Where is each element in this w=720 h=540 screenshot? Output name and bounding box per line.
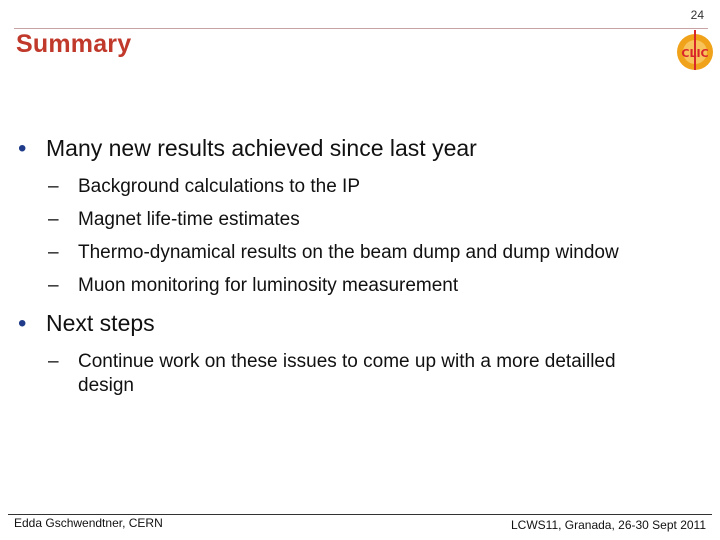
dash-icon: – [48, 242, 59, 263]
footer-event: LCWS11, Granada, 26-30 Sept 2011 [510, 518, 706, 532]
clic-logo-icon [674, 28, 716, 72]
header-divider [14, 28, 708, 29]
sub-bullet-item [46, 274, 668, 298]
footer-divider [8, 514, 712, 515]
dash-icon: – [48, 176, 59, 197]
sub-bullet-item [46, 241, 668, 265]
sub-bullet-text: Muon monitoring for luminosity measurement [78, 275, 459, 296]
bullet-item [18, 135, 668, 163]
sub-bullet-list [46, 350, 668, 398]
sub-bullet-list [46, 175, 668, 298]
sub-bullet-item [46, 208, 668, 232]
bullet-dot-icon: • [18, 310, 27, 337]
page-number: 24 [690, 8, 704, 22]
sub-bullet-text: Continue work on these issues to come up with a more detailled design [78, 351, 616, 396]
dash-icon: – [48, 209, 59, 230]
footer-author: Edda Gschwendtner, CERN [14, 516, 163, 530]
bullet-item [18, 310, 668, 338]
slide-title: Summary [16, 30, 132, 58]
sub-bullet-text: Magnet life-time estimates [78, 209, 300, 230]
bullet-text: Next steps [46, 310, 155, 336]
bullet-list [18, 135, 668, 407]
bullet-text: Many new results achieved since last year [46, 135, 477, 161]
svg-text:CLIC: CLIC [681, 47, 709, 60]
sub-bullet-text: Background calculations to the IP [78, 176, 361, 197]
sub-bullet-item [46, 350, 668, 398]
sub-bullet-text: Thermo-dynamical results on the beam dump and dump window [78, 242, 619, 263]
sub-bullet-item [46, 175, 668, 199]
bullet-dot-icon: • [18, 135, 27, 162]
dash-icon: – [48, 275, 59, 296]
dash-icon: – [48, 351, 59, 372]
